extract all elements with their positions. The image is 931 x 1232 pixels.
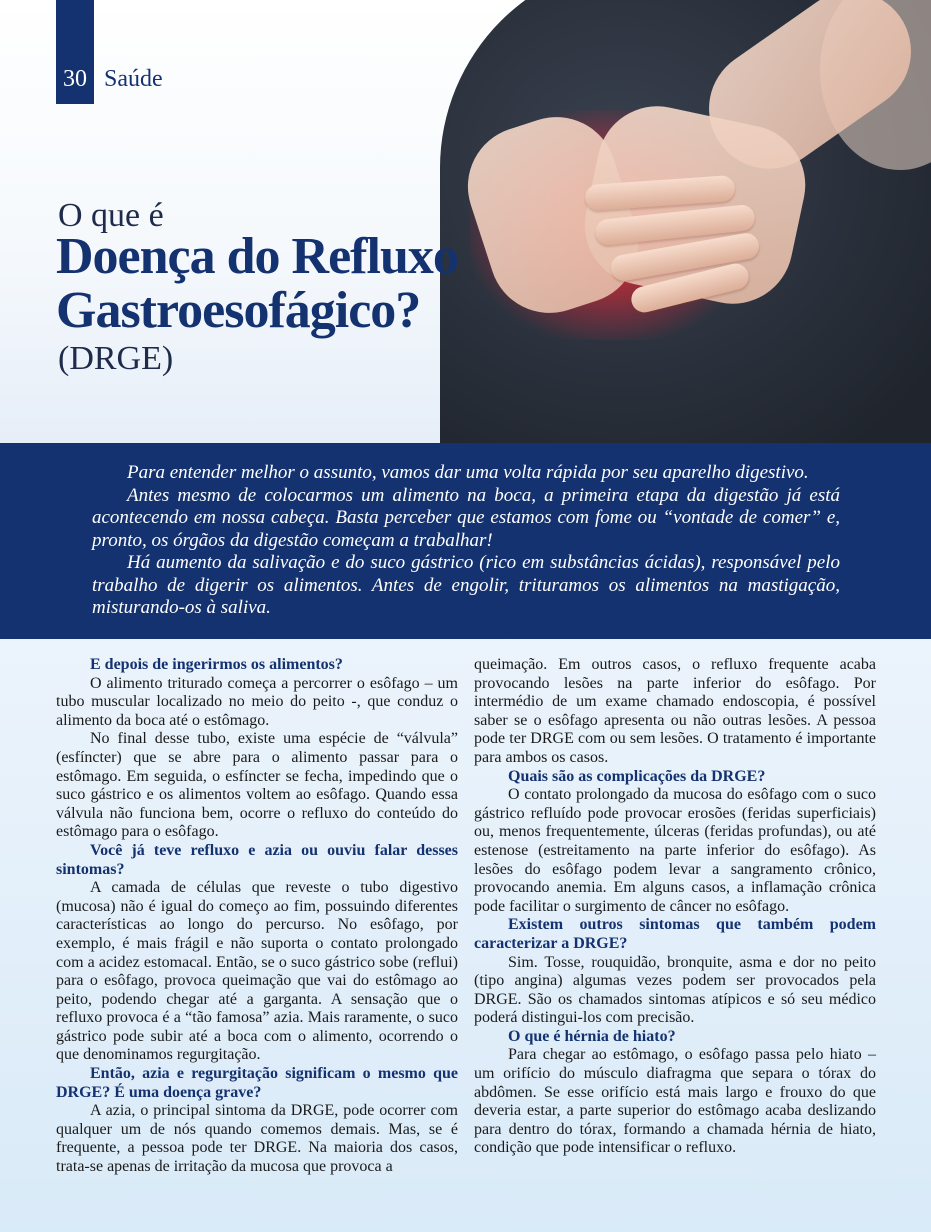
intro-text — [92, 462, 840, 620]
body-paragraph: Sim. Tosse, rouquidão, bronquite, asma e dor no peito (tipo angina) algumas vezes podem ser provocados pela DRGE. São os chamados sintomas atípicos e só seu médico poderá distingui-los com precisão. — [474, 953, 876, 1027]
subheading: Quais são as complicações da DRGE? — [508, 767, 766, 785]
intro-paragraph: Para entender melhor o assunto, vamos dar uma volta rápida por seu aparelho digestivo. — [127, 462, 809, 483]
subheading: O que é hérnia de hiato? — [508, 1027, 676, 1045]
title-kicker: O que é — [58, 197, 164, 234]
section-label: Saúde — [104, 66, 163, 92]
body-paragraph: Para chegar ao estômago, o esôfago passa pelo hiato – um orifício do músculo diafragma que separa o tórax do abdômen. Se esse orifício está mais largo e frouxo do que deveria estar, a parte superior do estômago acaba deslizando para dentro do tórax, formando a chamada hérnia de hiato, condição que pode intensificar o refluxo. — [474, 1046, 876, 1157]
intro-paragraph: Antes mesmo de colocarmos um alimento na boca, a primeira etapa da digestão já está acontecendo em nossa cabeça. Basta perceber que estamos com fome ou “vontade de comer” e, pronto, os órgãos da digestão começam a trabalhar! — [92, 484, 840, 551]
subheading: Então, azia e regurgitação significam o mesmo que DRGE? É uma doença grave? — [56, 1065, 458, 1101]
body-paragraph: A azia, o principal sintoma da DRGE, pode ocorrer com qualquer um de nós quando comemos demais. Mas, se é frequente, a pessoa pode ter DRGE. Na maioria dos casos, trata-se apenas de irritação da mucosa que provoca a — [56, 1102, 458, 1176]
body-paragraph: O alimento triturado começa a percorrer o esôfago – um tubo muscular localizado no meio do peito -, que conduz o alimento da boca até o estômago. — [56, 674, 458, 729]
body-paragraph: A camada de células que reveste o tubo digestivo (mucosa) não é igual do começo ao fim, possuindo diferentes características ao longo do percurso. No esôfago, por exemplo, é mais frágil e não suporta o contato prolongado com a acidez estomacal. Então, se o suco gástrico sobe (reflui) para o esôfago, provoca queimação que vai do estômago ao peito, podendo chegar até a garganta. A sensação que o refluxo provoca é a “tão famosa” azia. Mais raramente, o suco gástrico pode subir até a boca com o alimento, ocorrendo o que denominamos regurgitação. — [56, 879, 458, 1064]
title-line-1: Doença do Refluxo — [56, 228, 458, 285]
subheading: Existem outros sintomas que também podem caracterizar a DRGE? — [474, 916, 876, 952]
body-paragraph: queimação. Em outros casos, o refluxo frequente acaba provocando lesões na parte inferior do esôfago. Por intermédio de um exame chamado endoscopia, é possível saber se o esôfago apresenta ou não outras lesões. A pessoa pode ter DRGE com ou sem lesões. O tratamento é importante para ambos os casos. — [474, 656, 876, 766]
title-acronym: (DRGE) — [58, 340, 174, 377]
subheading: E depois de ingerirmos os alimentos? — [90, 656, 343, 673]
body-paragraph: No final desse tubo, existe uma espécie de “válvula” (esfíncter) que se abre para o alimento passar para o estômago. Em seguida, o esfíncter se fecha, impedindo que o suco gástrico e os alimentos voltem ao esôfago. Quando essa válvula não funciona bem, ocorre o refluxo do conteúdo do estômago para o esôfago. — [56, 730, 458, 841]
text-column-right — [474, 656, 876, 1158]
page-number: 30 — [63, 66, 87, 92]
title-line-2: Gastroesofágico? — [56, 282, 421, 339]
text-column-left — [56, 656, 458, 1177]
body-paragraph: O contato prolongado da mucosa do esôfago com o suco gástrico refluído pode provocar erosões (feridas superficiais) ou, menos frequentemente, úlceras (feridas profundas), ou até estenose (estreitamento na parte inferior do esôfago). As lesões do esôfago podem levar a sangramento crônico, provocando anemia. Em alguns casos, a inflamação crônica pode facilitar o surgimento de câncer no esôfago. — [474, 786, 876, 915]
intro-paragraph: Há aumento da salivação e do suco gástrico (rico em substâncias ácidas), responsável pelo trabalho de digerir os alimentos. Antes de engolir, trituramos os alimentos na mastigação, misturando-os à saliva. — [92, 552, 840, 618]
subheading: Você já teve refluxo e azia ou ouviu falar desses sintomas? — [56, 841, 458, 878]
